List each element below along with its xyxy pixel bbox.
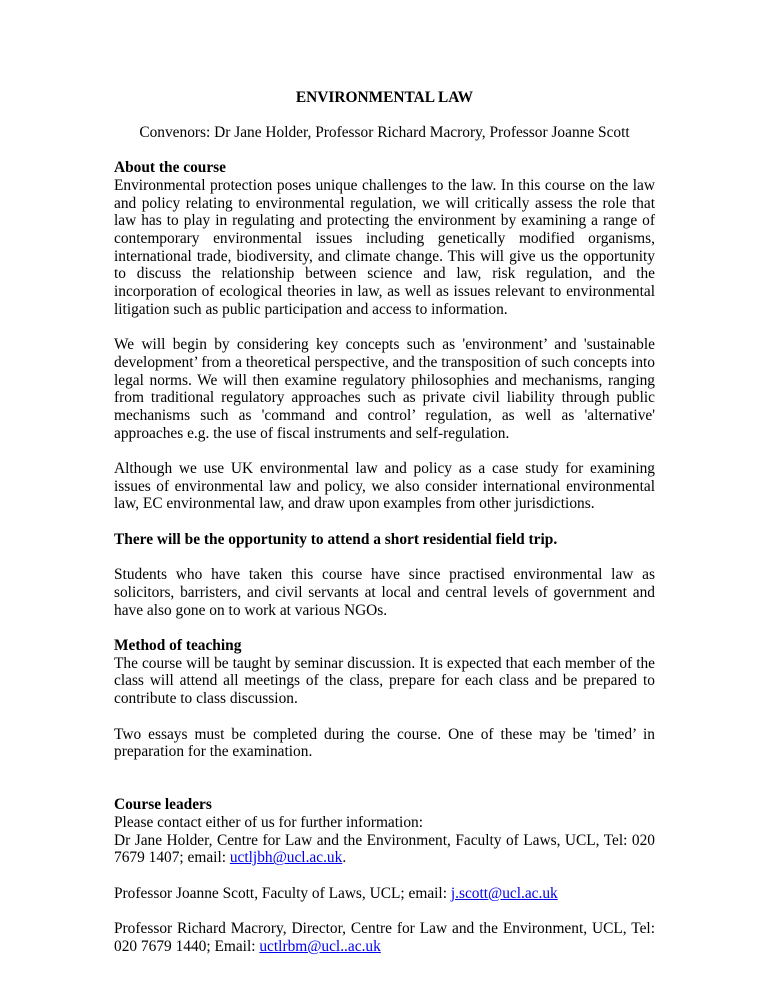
about-paragraph-3: Although we use UK environmental law and policy as a case study for examining issues of environmental law and policy, we also consider international environmental law, EC environmental law, and draw upon examples from other jurisdictions. [114,460,655,513]
document-page [114,89,655,956]
about-heading: About the course [114,159,227,177]
about-paragraph-2: We will begin by considering key concepts such as 'environment’ and 'sustainable development’ from a theoretical perspective, and the transposition of such concepts into legal norms. We will then examine regulatory philosophies and mechanisms, ranging from traditional regulatory approaches such as private civil liability through public mechanisms such as 'command and control’ regulation, as well as 'alternative' approaches e.g. the use of fiscal instruments and self-regulation. [114,336,655,442]
leader-scott-text: Professor Joanne Scott, Faculty of Laws, UCL; email: [114,884,451,902]
about-paragraph-5: Students who have taken this course have since practised environmental law as solicitors, barristers, and civil servants at local and central levels of government and have also gone on to work at various NGOs. [114,566,655,619]
leader-macrory-text: Professor Richard Macrory, Director, Centre for Law and the Environment, UCL, Tel: 020 7679 1440; Email: [114,920,655,955]
convenors-line: Convenors: Dr Jane Holder, Professor Richard Macrory, Professor Joanne Scott [139,123,630,141]
leader-macrory-contact [114,920,655,955]
spacer [114,141,655,159]
document-title: ENVIRONMENTAL LAW [295,89,474,106]
field-trip-note: There will be the opportunity to attend a short residential field trip. [114,530,558,548]
spacer [114,867,655,885]
leader-holder-end: . [342,849,347,867]
holder-email-link[interactable]: uctljbh@ucl.ac.uk [229,849,343,867]
teaching-paragraph-1: The course will be taught by seminar discussion. It is expected that each member of the class will attend all meetings of the class, prepare for each class and be prepared to contribute to class discussion. [114,654,655,708]
macrory-email-link[interactable]: uctlrbm@ucl..ac.uk [259,937,381,955]
leader-holder-contact [114,832,655,867]
spacer [114,761,655,796]
about-paragraph-1: Environmental protection poses unique challenges to the law. In this course on the law and policy relating to environmental regulation, we will critically assess the role that law has to play in regulating and protecting the environment by examining a range of contemporary environmental issues including genetically modified organisms, international trade, biodiversity, and climate change. This will give us the opportunity to discuss the relationship between science and law, risk regulation, and the incorporation of ecological theories in law, as well as issues relevant to environmental litigation such as public participation and access to information. [114,176,655,318]
spacer [114,708,655,726]
scott-email-link[interactable]: j.scott@ucl.ac.uk [450,884,558,902]
spacer [114,513,655,531]
spacer [114,442,655,460]
leader-holder-text: Dr Jane Holder, Centre for Law and the Environment, Faculty of Laws, UCL, Tel: 020 7679 1407; email: [114,831,655,867]
leader-scott-contact [114,885,655,903]
leaders-intro: Please contact either of us for further information: [114,814,423,831]
teaching-heading: Method of teaching [114,637,242,654]
spacer [114,903,655,921]
spacer [114,318,655,336]
spacer [114,549,655,567]
teaching-paragraph-2: Two essays must be completed during the course. One of these may be 'timed’ in preparation for the examination. [114,725,655,761]
leaders-heading: Course leaders [114,796,212,814]
spacer [114,619,655,637]
